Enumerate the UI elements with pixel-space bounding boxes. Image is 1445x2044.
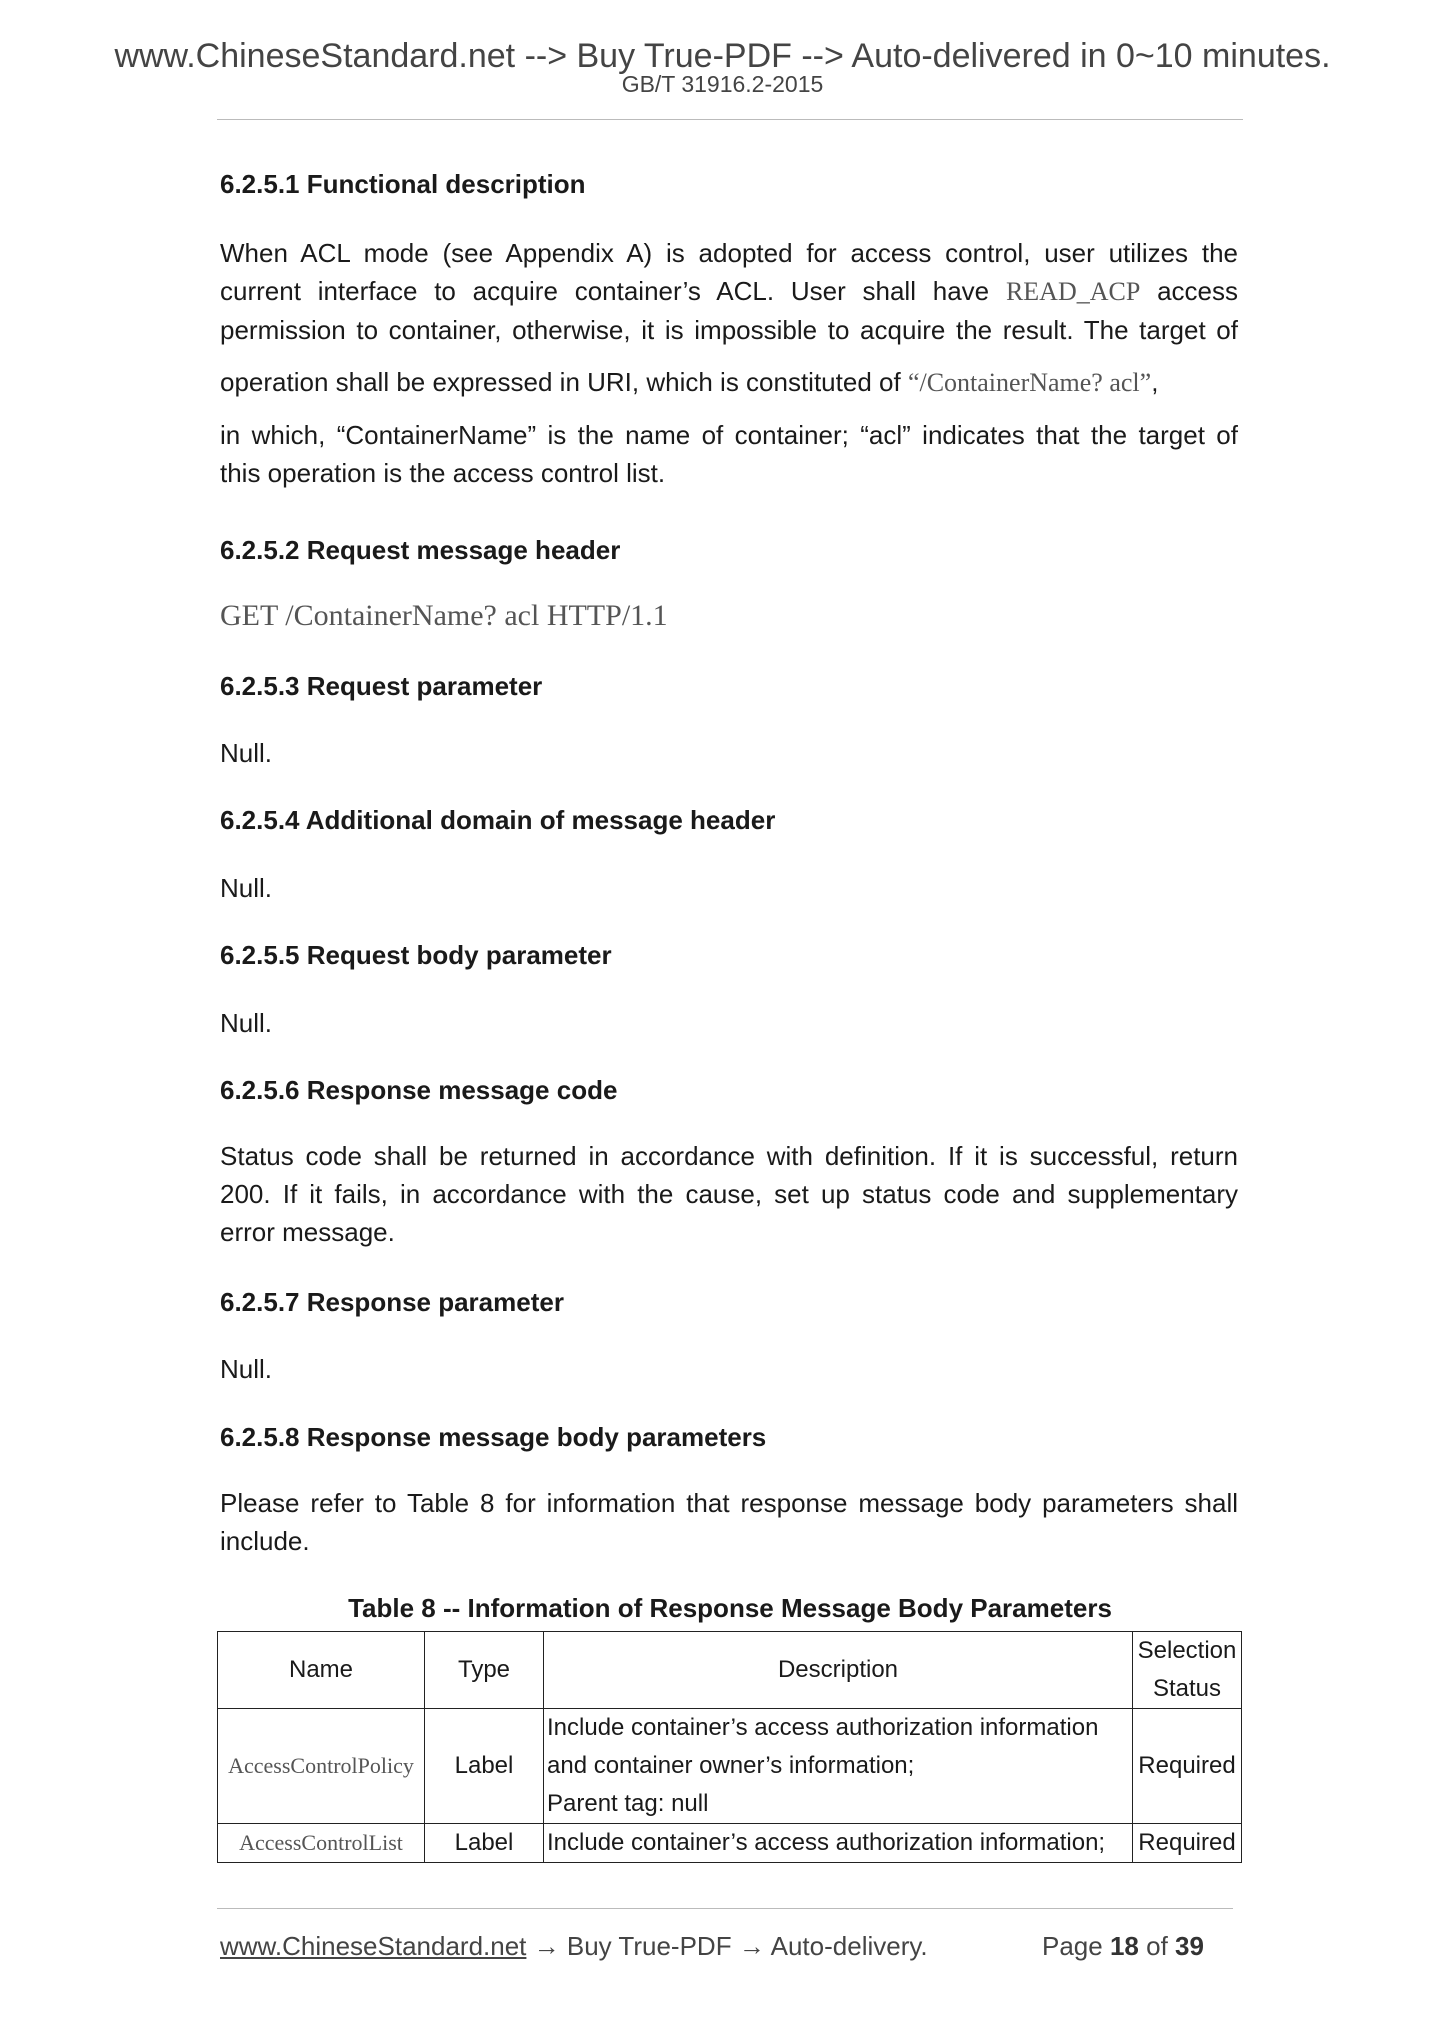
header-rule bbox=[217, 119, 1243, 120]
section-6-2-5-6-body bbox=[220, 1137, 1238, 1251]
table-title: Table 8 -- Information of Response Message Body Parameters bbox=[348, 1593, 1112, 1623]
text-fragment: current interface to acquire container’s ACL. User shall have bbox=[220, 276, 990, 306]
header-name: Name bbox=[218, 1632, 425, 1709]
cell-name: AccessControlPolicy bbox=[218, 1709, 425, 1824]
standard-code: GB/T 31916.2-2015 bbox=[621, 71, 824, 97]
paragraph-line: Please refer to Table 8 for information that response message body parameters shall bbox=[220, 1488, 1238, 1518]
paragraph-line: Status code shall be returned in accordance with definition. If it is successful, return bbox=[220, 1141, 1238, 1171]
header-description: Description bbox=[544, 1632, 1133, 1709]
cell-selection: Required bbox=[1133, 1824, 1242, 1863]
section-6-2-5-5-title: 6.2.5.5 Request body parameter bbox=[220, 940, 612, 970]
header-status-line: Status bbox=[1152, 1675, 1222, 1702]
text-fragment: operation shall be expressed in URI, which is constituted of bbox=[220, 367, 901, 397]
uri-code: “/ContainerName? acl” bbox=[907, 368, 1152, 397]
footer-site-link[interactable]: www.ChineseStandard.net bbox=[220, 1931, 527, 1961]
paragraph-line: in which, “ContainerName” is the name of container; “acl” indicates that the target of bbox=[220, 420, 1238, 450]
text-fragment: access bbox=[1157, 276, 1238, 306]
paragraph-line: error message. bbox=[220, 1217, 395, 1247]
section-6-2-5-1-title: 6.2.5.1 Functional description bbox=[220, 169, 586, 199]
cell-description bbox=[544, 1709, 1133, 1824]
description-line: Include container’s access authorization information bbox=[547, 1714, 1099, 1741]
paragraph-line bbox=[220, 272, 1238, 311]
paragraph-line: 200. If it fails, in accordance with the cause, set up status code and supplementary bbox=[220, 1179, 1238, 1209]
top-banner: www.ChineseStandard.net --> Buy True-PDF --> Auto-delivered in 0~10 minutes. bbox=[114, 37, 1331, 75]
read-acp-code: READ_ACP bbox=[1005, 277, 1141, 306]
table-row bbox=[218, 1709, 1242, 1824]
description-line: and container owner’s information; bbox=[547, 1752, 915, 1779]
footer-delivery-text: Auto-delivery. bbox=[770, 1931, 928, 1961]
paragraph-line: this operation is the access control list. bbox=[220, 458, 666, 488]
cell-type: Label bbox=[425, 1709, 544, 1824]
arrow-right-icon: → bbox=[533, 1931, 560, 1961]
section-6-2-5-4-body: Null. bbox=[220, 873, 273, 903]
section-6-2-5-7-body: Null. bbox=[220, 1354, 273, 1384]
footer-left bbox=[220, 1930, 928, 1962]
cell-selection: Required bbox=[1133, 1709, 1242, 1824]
page-label: Page bbox=[1042, 1931, 1103, 1961]
cell-description: Include container’s access authorization information; bbox=[544, 1824, 1133, 1863]
paragraph-line: include. bbox=[220, 1526, 310, 1556]
section-6-2-5-3-body: Null. bbox=[220, 738, 273, 768]
text-fragment: , bbox=[1151, 367, 1159, 397]
header-selection-status bbox=[1133, 1632, 1242, 1709]
footer-rule bbox=[217, 1908, 1233, 1909]
header-type: Type bbox=[425, 1632, 544, 1709]
current-page: 18 bbox=[1109, 1931, 1139, 1961]
response-parameters-table bbox=[217, 1631, 1242, 1863]
total-pages: 39 bbox=[1175, 1931, 1204, 1961]
section-6-2-5-3-title: 6.2.5.3 Request parameter bbox=[220, 671, 543, 701]
section-6-2-5-1-body bbox=[220, 234, 1238, 492]
paragraph-line bbox=[220, 363, 1238, 402]
paragraph-line: When ACL mode (see Appendix A) is adopted for access control, user utilizes the bbox=[220, 238, 1238, 268]
page-number bbox=[1042, 1930, 1204, 1962]
section-6-2-5-7-title: 6.2.5.7 Response parameter bbox=[220, 1287, 564, 1317]
section-6-2-5-8-body bbox=[220, 1484, 1238, 1560]
request-line-code: GET /ContainerName? acl HTTP/1.1 bbox=[220, 599, 668, 632]
table-header-row bbox=[218, 1632, 1242, 1709]
paragraph-line: permission to container, otherwise, it is impossible to acquire the result. The target of bbox=[220, 315, 1238, 345]
section-6-2-5-4-title: 6.2.5.4 Additional domain of message header bbox=[220, 805, 776, 835]
footer-buy-text: Buy True-PDF bbox=[566, 1931, 732, 1961]
section-6-2-5-2-title: 6.2.5.2 Request message header bbox=[220, 535, 621, 565]
section-6-2-5-5-body: Null. bbox=[220, 1008, 273, 1038]
arrow-right-icon: → bbox=[738, 1931, 765, 1961]
description-line: Parent tag: null bbox=[547, 1790, 709, 1817]
cell-type: Label bbox=[425, 1824, 544, 1863]
header-selection-line: Selection bbox=[1137, 1637, 1237, 1664]
of-label: of bbox=[1146, 1931, 1168, 1961]
table-row bbox=[218, 1824, 1242, 1863]
cell-name: AccessControlList bbox=[218, 1824, 425, 1863]
section-6-2-5-6-title: 6.2.5.6 Response message code bbox=[220, 1075, 618, 1105]
section-6-2-5-8-title: 6.2.5.8 Response message body parameters bbox=[220, 1422, 767, 1452]
